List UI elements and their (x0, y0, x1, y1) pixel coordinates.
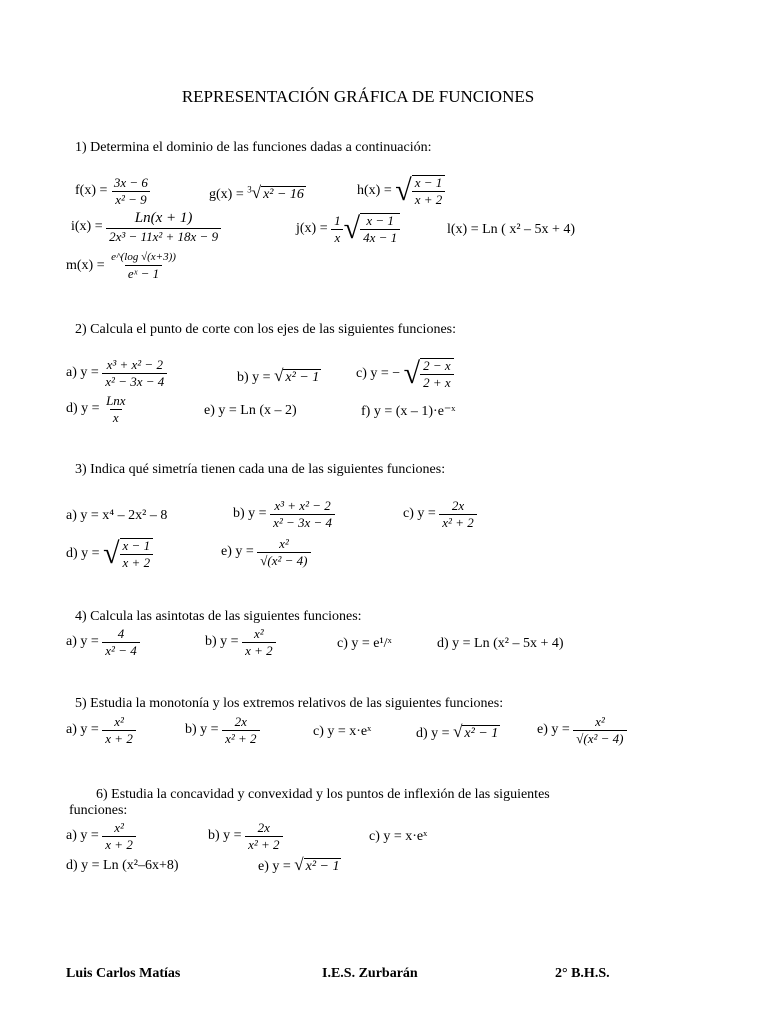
q5-e (537, 715, 627, 745)
q5-a-fraction (102, 715, 136, 745)
q5-b-den: x² + 2 (222, 730, 259, 746)
q6-heading-line2: funciones: (69, 803, 128, 818)
q1-g (209, 183, 306, 203)
q3-b-label: b) y = (233, 506, 267, 522)
footer-course: 2° B.H.S. (555, 966, 610, 981)
q1-f-fraction (111, 176, 151, 206)
q4-b-fraction (242, 627, 276, 657)
q6-d: d) y = Ln (x²–6x+8) (66, 858, 179, 873)
q6-b-fraction (245, 821, 282, 851)
q2-d-label: d) y = (66, 401, 100, 417)
page-title: REPRESENTACIÓN GRÁFICA DE FUNCIONES (181, 87, 535, 106)
q1-h-label: h(x) = (357, 183, 392, 198)
q6-b-den: x² + 2 (245, 836, 282, 852)
root-icon: √ (251, 183, 262, 202)
q1-j-fraction (331, 214, 344, 244)
q5-e-den: √(x² − 4) (573, 730, 626, 746)
q1-g-index: 3 (247, 184, 252, 195)
q1-j-rnum: x − 1 (366, 213, 394, 229)
q6-heading-line1: 6) Estudia la concavidad y convexidad y los puntos de inflexión de las siguientes (96, 787, 550, 802)
q4-b-label: b) y = (205, 634, 239, 650)
q2-b (237, 366, 321, 386)
q5-a-label: a) y = (66, 722, 99, 738)
q2-c-num: 2 − x (423, 358, 451, 374)
q2-a-den: x² − 3x − 4 (102, 373, 167, 389)
q2-d-num: Lnx (106, 393, 126, 408)
q3-e-fraction (257, 537, 310, 567)
q3-c-fraction (439, 499, 476, 529)
q5-b-fraction (222, 715, 259, 745)
q3-d-label: d) y = (66, 546, 100, 561)
q5-b-num: 2x (234, 714, 247, 729)
footer-school: I.E.S. Zurbarán (322, 966, 418, 981)
q4-heading: 4) Calcula las asintotas de las siguientes funciones: (75, 609, 362, 624)
q3-e-den: √(x² − 4) (257, 552, 310, 568)
footer-author: Luis Carlos Matías (66, 966, 181, 981)
q5-c: c) y = x·eˣ (313, 724, 372, 739)
q2-c (356, 357, 454, 391)
q6-a-num: x² (114, 820, 124, 835)
root-icon: √ (294, 855, 304, 874)
q2-d-den: x (110, 409, 122, 425)
q1-m-label: m(x) = (66, 258, 105, 274)
q1-h-fraction (412, 175, 446, 206)
q2-c-label: c) y = − (356, 366, 401, 381)
root-icon: √ (274, 366, 284, 385)
q3-b-num: x³ + x² − 2 (274, 498, 331, 513)
root-icon: √ (453, 722, 463, 741)
q6-e (258, 855, 341, 875)
q5-e-label: e) y = (537, 722, 570, 738)
q2-e: e) y = Ln (x – 2) (204, 403, 297, 418)
q3-d (66, 537, 153, 571)
q1-m (66, 252, 179, 280)
q5-b (185, 715, 260, 745)
q3-d-fraction (120, 538, 154, 569)
q2-heading: 2) Calcula el punto de corte con los ejes de las siguientes funciones: (75, 322, 457, 337)
q5-b-label: b) y = (185, 722, 219, 738)
q4-a (66, 627, 140, 657)
q3-heading: 3) Indica qué simetría tienen cada una de las siguientes funciones: (75, 462, 446, 477)
q3-d-num: x − 1 (122, 538, 151, 554)
q2-b-label: b) y = (237, 369, 271, 385)
q1-m-num: e^(log √(x+3)) (111, 251, 176, 263)
q4-b-num: x² (254, 626, 264, 641)
q6-b-num: 2x (257, 820, 270, 835)
q1-h (357, 174, 445, 208)
root-icon: √ (403, 357, 421, 390)
q1-l: l(x) = Ln ( x² – 5x + 4) (447, 222, 576, 237)
q5-a-num: x² (114, 714, 124, 729)
q1-h-den: x + 2 (412, 191, 446, 207)
q1-i-num: Ln(x + 1) (134, 210, 193, 226)
q1-j (296, 212, 400, 246)
q2-a (66, 358, 167, 388)
q1-f (75, 176, 151, 206)
q6-a (66, 821, 136, 851)
q4-b (205, 627, 276, 657)
q6-a-den: x + 2 (102, 836, 136, 852)
q3-c-label: c) y = (403, 506, 436, 522)
q6-c: c) y = x·eˣ (369, 829, 428, 844)
root-icon: √ (395, 174, 412, 207)
q1-j-root-fraction (360, 213, 400, 244)
q6-e-label: e) y = (258, 858, 291, 874)
q2-c-fraction (420, 358, 454, 389)
q1-heading: 1) Determina el dominio de las funciones dadas a continuación: (75, 140, 432, 155)
q6-b (208, 821, 283, 851)
q1-f-num: 3x − 6 (113, 175, 148, 190)
q2-c-den: 2 + x (420, 374, 454, 390)
q1-j-rden: 4x − 1 (360, 229, 400, 245)
q1-f-den: x² − 9 (112, 191, 149, 207)
q4-a-num: 4 (117, 626, 125, 641)
q4-c: c) y = e¹/ˣ (337, 636, 392, 651)
q1-i-label: i(x) = (71, 219, 103, 235)
q1-i (71, 211, 221, 243)
q3-a: a) y = x⁴ – 2x² – 8 (66, 508, 168, 523)
root-icon: √ (343, 212, 361, 245)
q1-j-num: 1 (334, 212, 341, 228)
q5-a (66, 715, 136, 745)
q2-d-fraction (103, 394, 129, 424)
q3-e-label: e) y = (221, 544, 254, 560)
q3-b-fraction (270, 499, 335, 529)
q3-e-num: x² (279, 536, 289, 551)
root-icon: √ (103, 537, 120, 570)
q4-a-label: a) y = (66, 634, 99, 650)
q1-j-den: x (331, 229, 343, 245)
q1-h-num: x − 1 (414, 175, 443, 191)
q6-a-label: a) y = (66, 828, 99, 844)
q6-a-fraction (102, 821, 136, 851)
q4-a-den: x² − 4 (102, 642, 139, 658)
q1-m-fraction (108, 252, 179, 280)
q3-c-num: 2x (451, 498, 465, 513)
q5-d-label: d) y = (416, 725, 450, 741)
q2-d (66, 394, 129, 424)
q1-f-label: f(x) = (75, 183, 108, 199)
q3-b (233, 499, 335, 529)
q6-b-label: b) y = (208, 828, 242, 844)
q3-c-den: x² + 2 (439, 514, 476, 530)
q2-a-fraction (102, 358, 167, 388)
q1-i-fraction (106, 211, 221, 243)
q2-a-label: a) y = (66, 365, 99, 381)
q5-d (416, 722, 500, 742)
q5-e-num: x² (595, 714, 605, 729)
q4-d: d) y = Ln (x² – 5x + 4) (437, 636, 564, 651)
q3-b-den: x² − 3x − 4 (270, 514, 335, 530)
q6-e-radicand: x² − 1 (305, 859, 340, 874)
q2-a-num: x³ + x² − 2 (106, 357, 163, 372)
q3-c (403, 499, 477, 529)
q4-a-fraction (102, 627, 139, 657)
q1-g-label: g(x) = (209, 186, 244, 202)
q2-b-radicand: x² − 1 (285, 370, 320, 385)
q1-m-den: eˣ − 1 (125, 265, 162, 281)
q5-a-den: x + 2 (102, 730, 136, 746)
q3-d-den: x + 2 (120, 554, 154, 570)
q4-b-den: x + 2 (242, 642, 276, 658)
q5-heading: 5) Estudia la monotonía y los extremos relativos de las siguientes funciones: (75, 696, 504, 711)
q1-g-radicand: x² − 16 (263, 187, 304, 202)
q5-d-radicand: x² − 1 (464, 726, 499, 741)
q1-j-label: j(x) = (296, 221, 328, 236)
q1-i-den: 2x³ − 11x² + 18x − 9 (106, 228, 221, 244)
q3-e (221, 537, 311, 567)
q5-e-fraction (573, 715, 626, 745)
q2-f: f) y = (x – 1)·e⁻ˣ (361, 404, 456, 419)
